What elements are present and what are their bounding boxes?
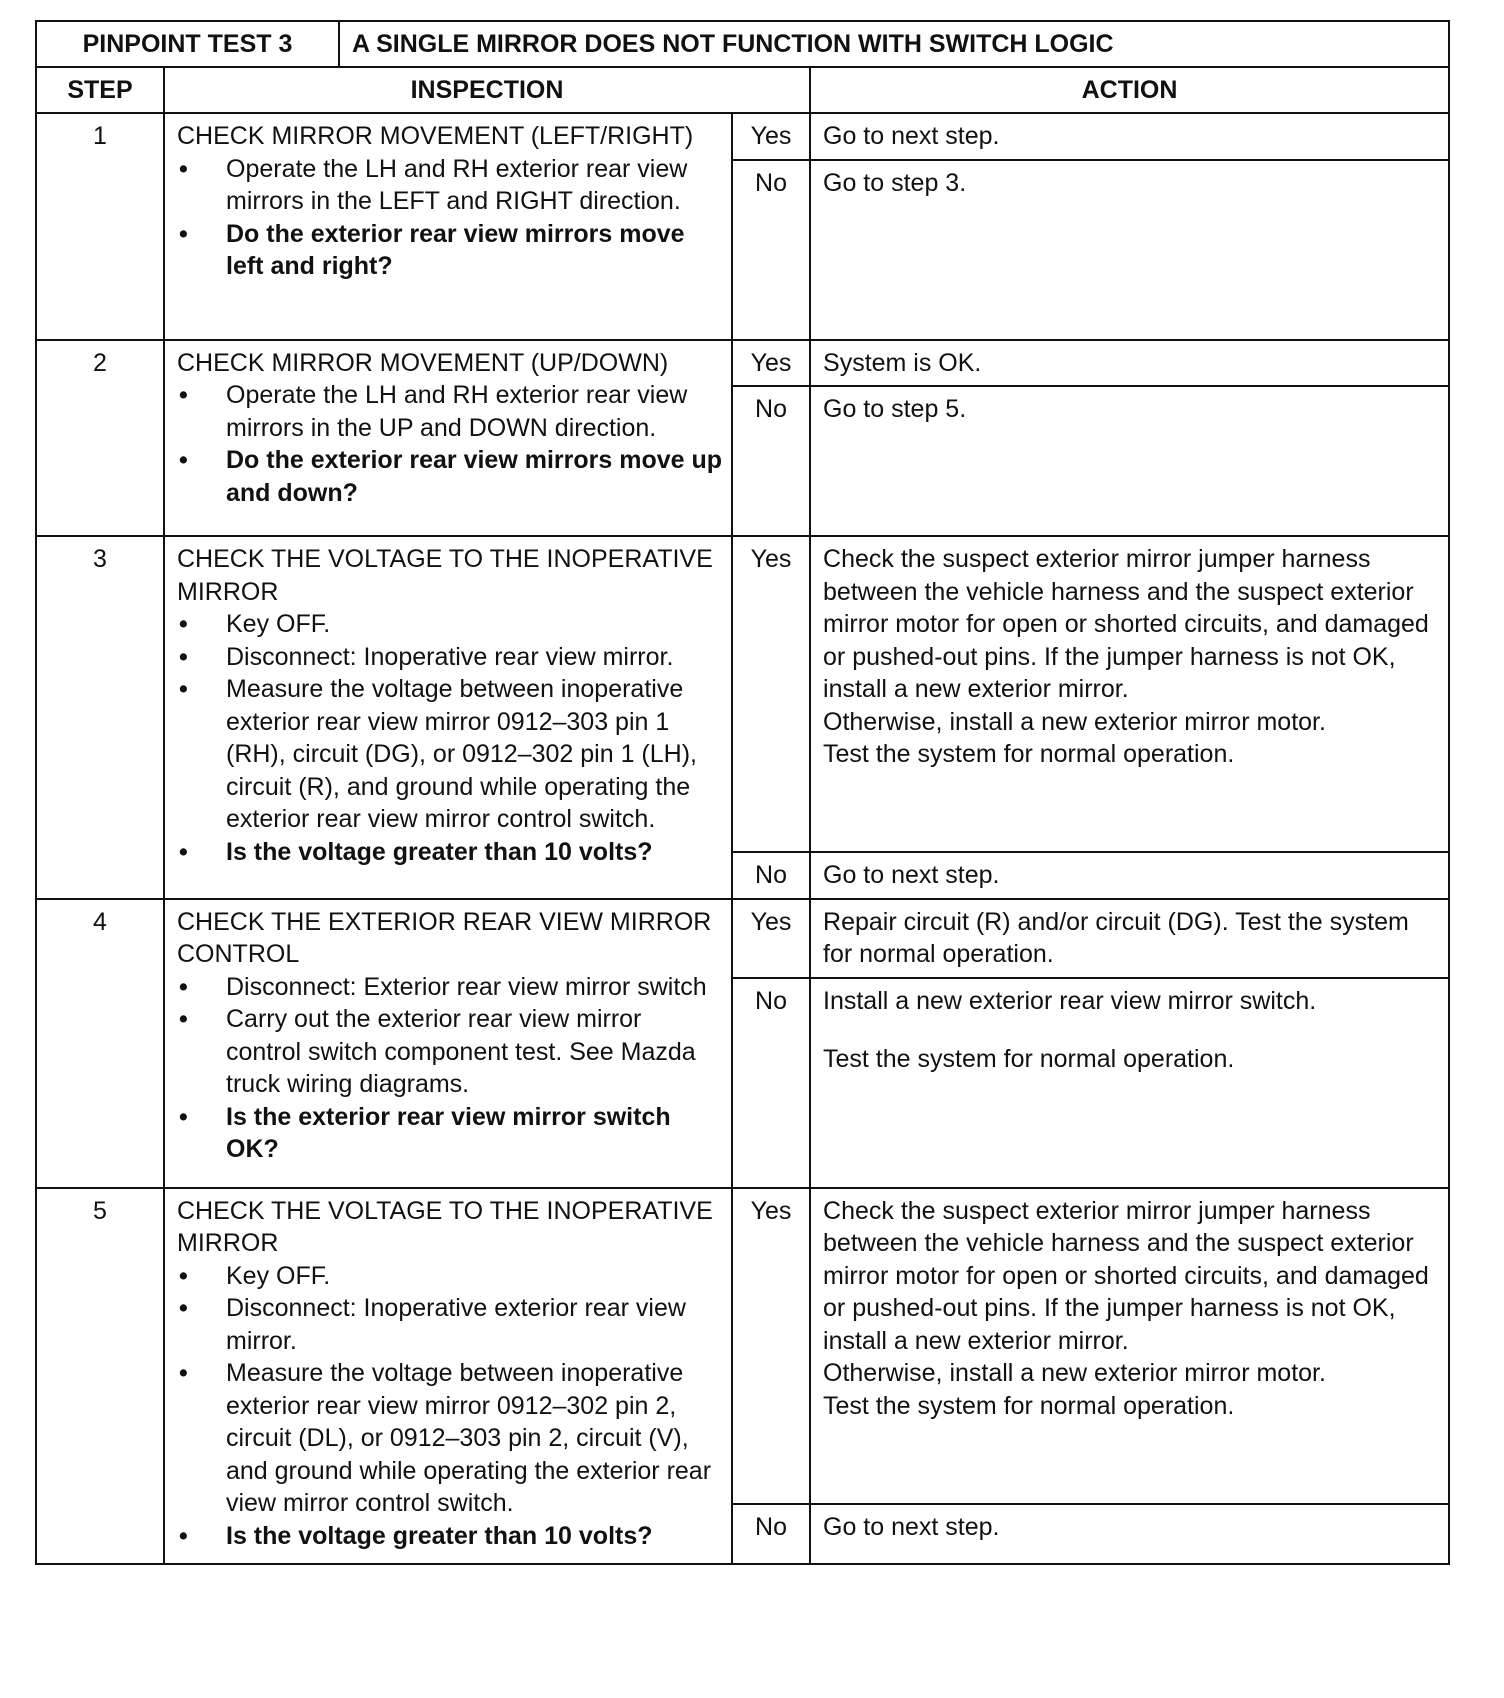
step-row-yes bbox=[36, 899, 1449, 978]
inspection-bullet: • Carry out the exterior rear view mirror control switch component test. See Mazda truck wiring diagrams. bbox=[177, 1003, 723, 1101]
inspection-bullet: • Disconnect: Inoperative exterior rear view mirror. bbox=[177, 1292, 723, 1357]
test-title: A SINGLE MIRROR DOES NOT FUNCTION WITH SWITCH LOGIC bbox=[339, 21, 1449, 67]
inspection-bullet: • Key OFF. bbox=[177, 1260, 723, 1293]
inspection-bullet: • Key OFF. bbox=[177, 608, 723, 641]
action-text: Go to step 3. bbox=[823, 168, 967, 197]
inspection-bullet-list bbox=[177, 153, 723, 283]
action-text: Check the suspect exterior mirror jumper harness between the vehicle harness and the suspect exterior mirror motor for open or shorted circuits, and damaged or pushed-out pins. If the jumper harness is not OK, install a new exterior mirror. bbox=[823, 545, 1429, 703]
action-text: Check the suspect exterior mirror jumper harness between the vehicle harness and the suspect exterior mirror motor for open or shorted circuits, and damaged or pushed-out pins. If the jumper harness is not OK, install a new exterior mirror. bbox=[823, 1196, 1429, 1355]
inspection-cell bbox=[164, 899, 732, 1188]
no-action bbox=[810, 978, 1449, 1188]
inspection-title: CHECK THE EXTERIOR REAR VIEW MIRROR CONTROL bbox=[177, 907, 712, 968]
inspection-cell bbox=[164, 340, 732, 537]
step-number: 4 bbox=[36, 899, 164, 1188]
inspection-question: • Do the exterior rear view mirrors move up and down? bbox=[177, 444, 723, 509]
inspection-question: • Is the voltage greater than 10 volts? bbox=[177, 1520, 723, 1553]
inspection-title: CHECK MIRROR MOVEMENT (LEFT/RIGHT) bbox=[177, 122, 694, 150]
action-spacer bbox=[823, 1017, 1440, 1043]
test-id: PINPOINT TEST 3 bbox=[36, 21, 339, 67]
inspection-bullet-list bbox=[177, 608, 723, 868]
pinpoint-test-sheet bbox=[35, 20, 1448, 1565]
inspection-title: CHECK MIRROR MOVEMENT (UP/DOWN) bbox=[177, 348, 669, 377]
no-action bbox=[810, 160, 1449, 340]
yes-action bbox=[810, 1188, 1449, 1504]
inspection-cell bbox=[164, 536, 732, 899]
inspection-bullet-list bbox=[177, 971, 723, 1166]
inspection-question: • Do the exterior rear view mirrors move left and right? bbox=[177, 218, 723, 283]
yes-label: Yes bbox=[732, 340, 810, 387]
yes-label: Yes bbox=[732, 113, 810, 160]
action-text: Go to step 5. bbox=[823, 395, 967, 423]
inspection-bullet-list bbox=[177, 1260, 723, 1553]
yes-action bbox=[810, 536, 1449, 852]
inspection-title: CHECK THE VOLTAGE TO THE INOPERATIVE MIRROR bbox=[177, 545, 713, 606]
inspection-bullet: • Disconnect: Exterior rear view mirror switch bbox=[177, 971, 723, 1004]
no-label: No bbox=[732, 386, 810, 536]
step-column-header: STEP bbox=[36, 67, 164, 113]
step-row-yes bbox=[36, 113, 1449, 160]
yes-label: Yes bbox=[732, 899, 810, 978]
inspection-column-header: INSPECTION bbox=[164, 67, 810, 113]
title-row bbox=[36, 21, 1449, 67]
yes-action bbox=[810, 113, 1449, 160]
step-row-yes bbox=[36, 536, 1449, 852]
step-row-yes bbox=[36, 340, 1449, 387]
pinpoint-test-table bbox=[35, 20, 1450, 1565]
column-header-row bbox=[36, 67, 1449, 113]
yes-action bbox=[810, 340, 1449, 387]
no-action bbox=[810, 386, 1449, 536]
action-text: Test the system for normal operation. bbox=[823, 1045, 1235, 1073]
no-action bbox=[810, 852, 1449, 899]
inspection-question: • Is the exterior rear view mirror switch OK? bbox=[177, 1101, 723, 1166]
step-number: 2 bbox=[36, 340, 164, 537]
yes-action bbox=[810, 899, 1449, 978]
action-text: Install a new exterior rear view mirror switch. bbox=[823, 986, 1317, 1015]
step-number: 1 bbox=[36, 113, 164, 340]
action-text: Otherwise, install a new exterior mirror motor. bbox=[823, 1359, 1326, 1387]
inspection-bullet: • Disconnect: Inoperative rear view mirror. bbox=[177, 641, 723, 674]
action-text: Otherwise, install a new exterior mirror motor. bbox=[823, 707, 1326, 736]
inspection-title: CHECK THE VOLTAGE TO THE INOPERATIVE MIRROR bbox=[177, 1196, 713, 1257]
action-text: Go to next step. bbox=[823, 122, 1000, 150]
yes-label: Yes bbox=[732, 536, 810, 852]
action-text: Test the system for normal operation. bbox=[823, 1391, 1235, 1420]
inspection-bullet: • Operate the LH and RH exterior rear view mirrors in the LEFT and RIGHT direction. bbox=[177, 153, 723, 218]
no-label: No bbox=[732, 978, 810, 1188]
no-label: No bbox=[732, 852, 810, 899]
step-number: 3 bbox=[36, 536, 164, 899]
no-label: No bbox=[732, 160, 810, 340]
no-label: No bbox=[732, 1504, 810, 1564]
inspection-bullet: • Operate the LH and RH exterior rear view mirrors in the UP and DOWN direction. bbox=[177, 379, 723, 444]
action-text: Go to next step. bbox=[823, 1512, 1000, 1541]
step-row-yes bbox=[36, 1188, 1449, 1504]
inspection-bullet: • Measure the voltage between inoperative exterior rear view mirror 0912–303 pin 1 (RH), circuit (DG), or 0912–302 pin 1 (LH), circuit (R), and ground while operating the exterior rear view mirror control switch. bbox=[177, 673, 723, 836]
action-text: Repair circuit (R) and/or circuit (DG). Test the system for normal operation. bbox=[823, 907, 1409, 968]
inspection-cell bbox=[164, 1188, 732, 1564]
yes-label: Yes bbox=[732, 1188, 810, 1504]
inspection-question: • Is the voltage greater than 10 volts? bbox=[177, 836, 723, 869]
no-action bbox=[810, 1504, 1449, 1564]
inspection-bullet: • Measure the voltage between inoperative exterior rear view mirror 0912–302 pin 2, circuit (DL), or 0912–303 pin 2, circuit (V), and ground while operating the exterior rear view mirror control switch. bbox=[177, 1357, 723, 1520]
inspection-bullet-list bbox=[177, 379, 723, 509]
action-text: System is OK. bbox=[823, 348, 982, 377]
step-number: 5 bbox=[36, 1188, 164, 1564]
action-text: Test the system for normal operation. bbox=[823, 740, 1235, 768]
inspection-cell bbox=[164, 113, 732, 340]
action-text: Go to next step. bbox=[823, 861, 1000, 889]
action-column-header: ACTION bbox=[810, 67, 1449, 113]
